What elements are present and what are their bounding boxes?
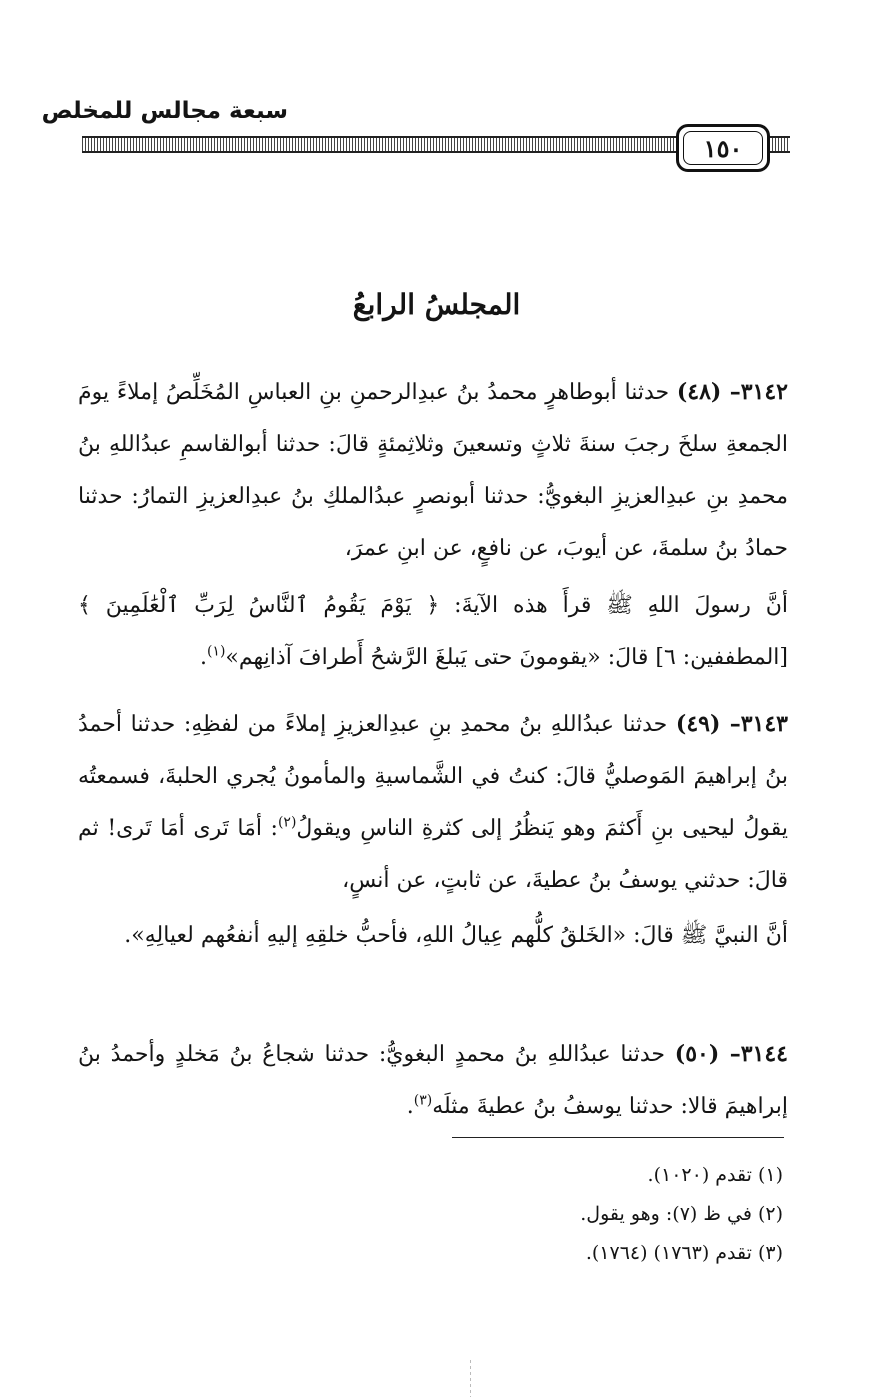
matn-text: أنَّ رسولَ اللهِ ﷺ قرأَ هذه الآيةَ: ﴿ يَوْمَ يَقُومُ ٱلنَّاسُ لِرَبِّ ٱلْعَٰلَمِينَ ﴾ [المطففين: ٦] قالَ: «يقومونَ حتى يَبلغَ الرَّشحُ أَطرافَ آذانِهم» <box>78 593 788 670</box>
footnote-1: (١) تقدم (١٠٢٠). <box>647 1164 783 1186</box>
hadith-3142-matn <box>78 580 788 684</box>
running-title: سبعة مجالس للمخلص <box>41 98 288 124</box>
footnote-ref: (١) <box>206 643 226 660</box>
matn-text: أنَّ النبيَّ ﷺ قالَ: «الخَلقُ كلُّهم عِيالُ اللهِ، فأحبُّ خلقِهِ إليهِ أنفعُهم لعيالِهِ». <box>124 923 788 948</box>
isnad-text: حدثنا عبدُاللهِ بنُ محمدٍ البغويُّ: حدثنا شجاعُ بنُ مَخلدٍ وأحمدُ بنُ إبراهيمَ قالا: حدثنا يوسفُ بنُ عطيةَ مثلَه <box>78 1042 788 1119</box>
footnote-ref: (٣) <box>413 1092 433 1109</box>
footnote-3: (٣) تقدم (١٧٦٣) (١٧٦٤). <box>585 1242 783 1264</box>
hadith-3144 <box>78 1028 788 1133</box>
isnad-text-end: : أمَا تَرى أمَا تَرى! ثم قالَ: حدثني يوسفُ بنُ عطيةَ، عن ثابتٍ، عن أنسٍ، <box>78 816 788 893</box>
hadith-3142-isnad <box>78 366 788 575</box>
isnad-text: حدثنا أبوطاهرٍ محمدُ بنُ عبدِالرحمنِ بنِ العباسِ المُخَلِّصُ إملاءً يومَ الجمعةِ سلخَ رجبَ سنةَ ثلاثٍ وتسعينَ وثلاثِمئةٍ قالَ: حدثنا أبوالقاسمِ عبدُاللهِ بنُ محمدِ بنِ عبدِالعزيزِ البغويُّ: حدثنا أبونصرٍ عبدُالملكِ بنُ عبدِالعزيزِ التمارُ: حدثنا حمادُ بنُ سلمةَ، عن أيوبَ، عن نافعٍ، عن ابنِ عمرَ، <box>78 380 788 561</box>
hadith-number: ٣١٤٣– (٤٩) <box>675 711 788 737</box>
isnad-text: حدثنا عبدُاللهِ بنُ محمدِ بنِ عبدِالعزيزِ إملاءً من لفظِهِ: حدثنا أحمدُ بنُ إبراهيمَ المَوصليُّ قالَ: كنتُ في الشَّماسيةِ والمأمونُ يُجري الحلبةَ، فسمعتُه يقولُ ليحيى بنِ أَكثمَ وهو يَنظُرُ إلى كثرةِ الناسِ ويقولُ <box>78 712 788 841</box>
page-number: ١٥٠ <box>703 133 743 163</box>
hadith-3143-isnad <box>78 698 788 907</box>
footnote-ref: (٢) <box>277 814 297 831</box>
page-number-frame <box>676 124 770 172</box>
hadith-number: ٣١٤٤– (٥٠) <box>674 1041 788 1067</box>
section-title: المجلسُ الرابعُ <box>352 288 521 321</box>
page-edge-mark <box>470 1360 471 1397</box>
footnote-2: (٢) في ظ (٧): وهو يقول. <box>580 1203 783 1225</box>
footnote-separator <box>452 1137 784 1138</box>
hadith-number: ٣١٤٢– (٤٨) <box>676 379 788 405</box>
isnad-end: . <box>406 1094 414 1119</box>
matn-end: . <box>199 645 207 670</box>
hadith-3143-matn <box>78 910 788 962</box>
